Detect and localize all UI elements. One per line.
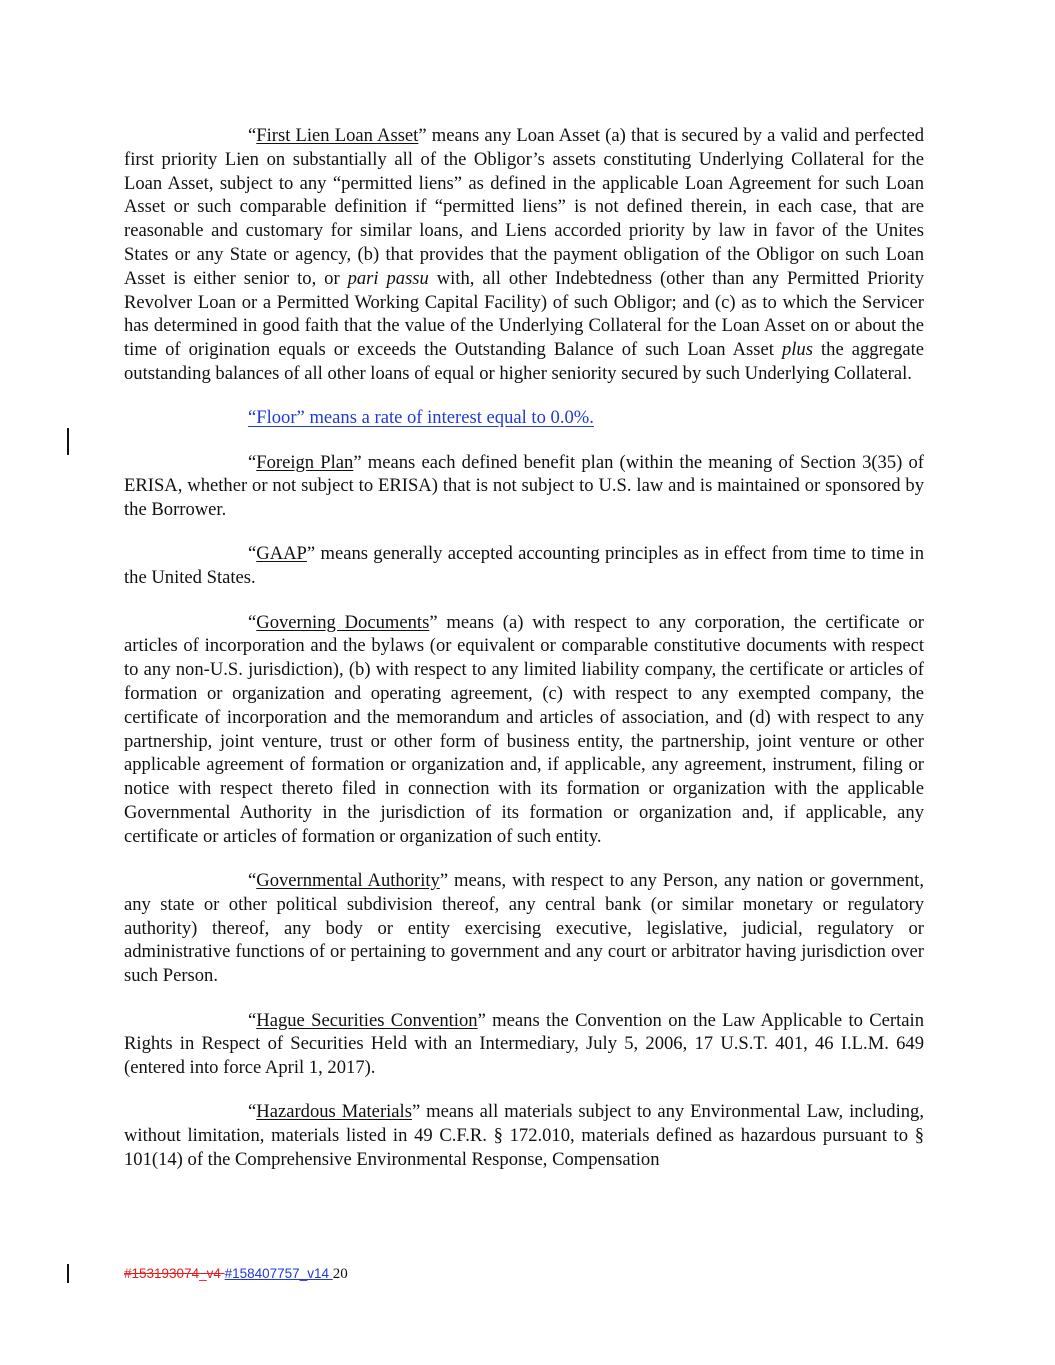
definition-governing-documents xyxy=(124,611,924,849)
inserted-text: “Floor” means a rate of interest equal to 0.0%. xyxy=(248,407,594,429)
definition-text: means the Convention on the Law Applicable to Certain Rights in Respect of Securities Held with an Intermediary, July 5, 2006, 17 U.S.T. 401, 46 I.L.M. 649 (entered into force April 1, 2017). xyxy=(124,1009,924,1079)
open-quote: “ xyxy=(248,451,257,473)
definition-gaap xyxy=(124,542,924,590)
definition-text: means (a) with respect to any corporation, the certificate or articles of incorporation and the bylaws (or equivalent or comparable constitutive documents with respect to any non-U.S. jurisdiction), (b) with respect to any limited liability company, the certificate or articles of formation or organization and operating agreement, (c) with respect to any exempted company, the certificate of incorporation and the memorandum and articles of association, and (d) with respect to any partnership, joint venture, trust or other form of business entity, the partnership, joint venture or other applicable agreement of formation or organization and, if applicable, any agreement, instrument, filing or notice with respect thereto filed in connection with its formation or organization with the applicable Governmental Authority in the jurisdiction of its formation or organization and, if applicable, any certificate or articles of formation or organization of such entity. xyxy=(124,611,924,847)
open-quote: “ xyxy=(248,125,257,146)
close-quote: ” xyxy=(429,611,438,633)
defined-term: Foreign Plan xyxy=(256,451,354,473)
open-quote: “ xyxy=(248,543,257,565)
change-bar-footer xyxy=(67,1264,69,1283)
definition-text: means all materials subject to any Environmental Law, including, without limitation, materials listed in 49 C.F.R. § 172.010, materials defined as hazardous pursuant to § 101(14) of the Comprehensive Environmental Response, Compensation xyxy=(124,1101,924,1170)
close-quote: ” xyxy=(418,125,427,146)
definition-text: means generally accepted accounting principles as in effect from time to time in the United States. xyxy=(124,543,924,589)
change-bar-floor xyxy=(67,428,69,455)
close-quote: ” xyxy=(477,1009,486,1031)
definition-text: means any Loan Asset (a) that is secured by a valid and perfected first priority Lien on substantially all of the Obligor’s assets constituting Underlying Collateral for the Loan Asset, subject to any “permitted liens” as defined in the applicable Loan Agreement for such Loan Asset or such comparable definition if “permitted liens” is not defined therein, in each case, that are reasonable and customary for similar loans, and Liens accorded priority by law in favor of the Unites States or any State or agency, (b) that provides that the payment obligation of the Obligor on such Loan Asset is either senior to, or xyxy=(124,125,924,289)
defined-term: Governing Documents xyxy=(256,611,430,633)
close-quote: ” xyxy=(353,451,362,473)
italic-text: pari passu xyxy=(347,267,429,289)
deleted-doc-id: #153193074_v4 xyxy=(124,1266,225,1281)
close-quote: ” xyxy=(411,1101,421,1123)
definition-text: means, with respect to any Person, any nation or government, any state or other political subdivision thereof, any central bank (or similar monetary or regulatory authority) thereof, any body or entity exercising executive, legislative, judicial, regulatory or administrative functions of or pertaining to government and any court or arbitrator having jurisdiction over such Person. xyxy=(124,870,924,987)
definition-text: with, all other Indebtedness (other than any Permitted Priority Revolver Loan or a Permitted Working Capital Facility) of such Obligor; and (c) as to which the Servicer has determined in good faith that the value of the Underlying Collateral for the Loan Asset on or about the time of origination equals or exceeds the Outstanding Balance of such Loan Asset xyxy=(124,267,924,361)
definition-hazardous-materials xyxy=(124,1100,924,1171)
definition-text: the aggregate outstanding balances of all other loans of equal or higher seniority secured by such Underlying Collateral. xyxy=(124,339,924,384)
close-quote: ” xyxy=(306,543,316,565)
open-quote: “ xyxy=(248,611,257,633)
document-body xyxy=(124,124,924,1192)
definition-floor-inserted xyxy=(124,406,924,430)
definition-foreign-plan xyxy=(124,451,924,522)
definition-hague-securities-convention xyxy=(124,1009,924,1080)
definition-first-lien-loan-asset xyxy=(124,124,924,386)
italic-text: plus xyxy=(781,339,813,361)
inserted-doc-id: #158407757_v14 xyxy=(224,1266,333,1281)
defined-term: First Lien Loan Asset xyxy=(256,125,419,146)
page-number: 20 xyxy=(332,1266,348,1282)
definition-governmental-authority xyxy=(124,869,924,988)
defined-term: Governmental Authority xyxy=(256,870,440,892)
close-quote: ” xyxy=(439,870,449,892)
defined-term: GAAP xyxy=(256,543,307,565)
open-quote: “ xyxy=(248,1101,257,1123)
page-footer xyxy=(124,1266,348,1283)
definition-text: means each defined benefit plan (within the meaning of Section 3(35) of ERISA, whether or not subject to ERISA) that is not subject to U.S. law and is maintained or sponsored by the Borrower. xyxy=(124,451,924,521)
defined-term: Hague Securities Convention xyxy=(256,1009,478,1031)
defined-term: Hazardous Materials xyxy=(256,1101,412,1123)
open-quote: “ xyxy=(248,1009,257,1031)
open-quote: “ xyxy=(248,870,257,892)
